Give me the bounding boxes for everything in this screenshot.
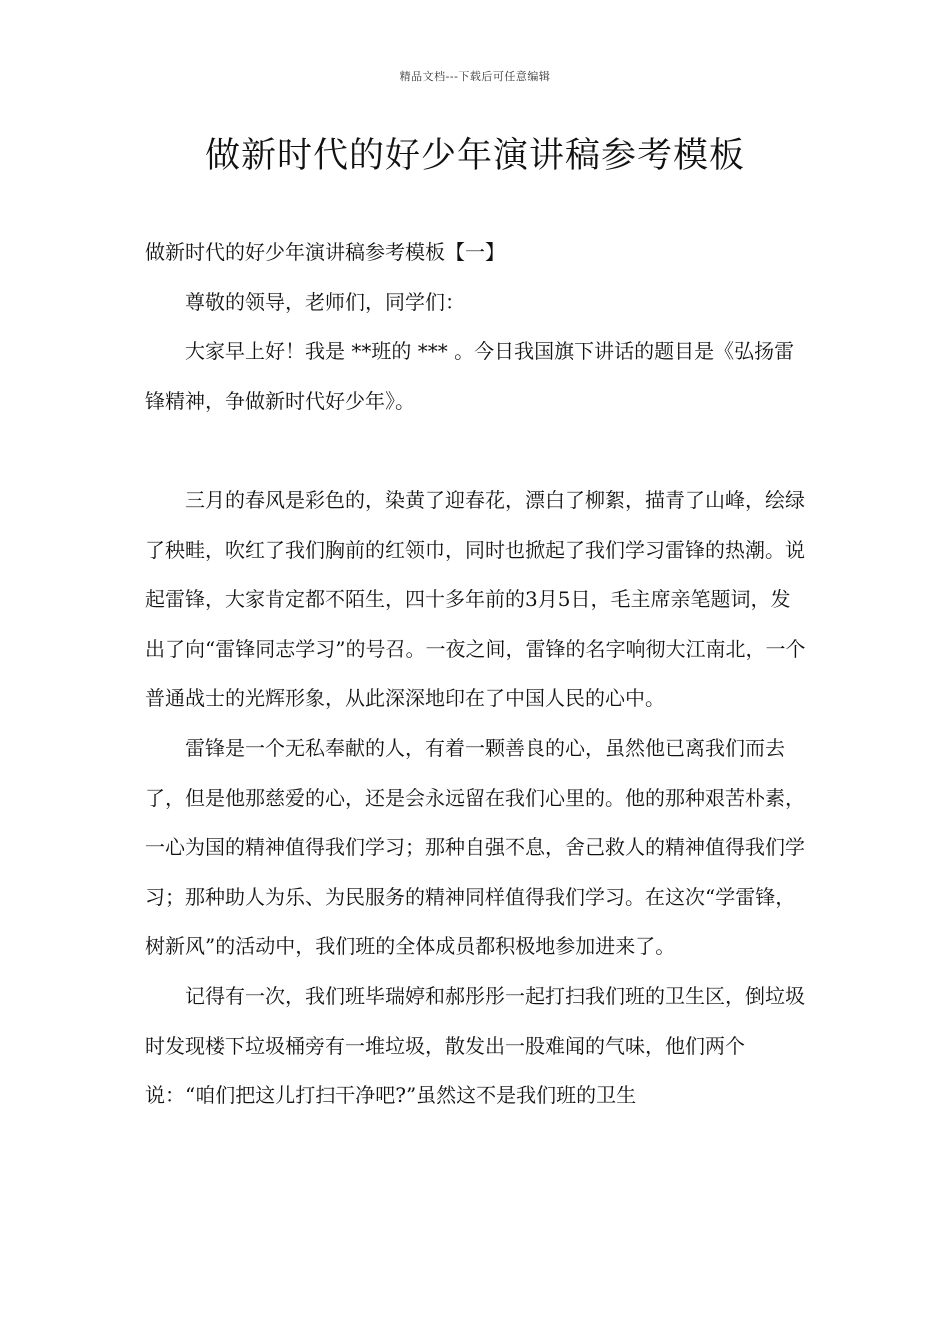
paragraph-4: 记得有一次，我们班毕瑞婷和郝彤彤一起打扫我们班的卫生区，倒垃圾时发现楼下垃圾桶旁有一堆垃圾，散发出一股难闻的气味，他们两个说：“咱们把这儿打扫干净吧?”虽然这不是我们班的卫生 <box>145 983 805 1108</box>
paragraph-2: 三月的春风是彩色的，染黄了迎春花，漂白了柳絮，描青了山峰，绘绿了秧畦，吹红了我们胸前的红领巾，同时也掀起了我们学习雷锋的热潮。说起雷锋，大家肯定都不陌生，四十多年前的3月5日，毛主席亲笔题词，发出了向“雷锋同志学习”的号召。一夜之间，雷锋的名字响彻大江南北，一个普通战士的光辉形象，从此深深地印在了中国人民的心中。 <box>145 487 806 711</box>
section-subtitle: 做新时代的好少年演讲稿参考模板【一】 <box>145 240 505 264</box>
paragraph-3: 雷锋是一个无私奉献的人，有着一颗善良的心，虽然他已离我们而去了，但是他那慈爱的心，还是会永远留在我们心里的。他的那种艰苦朴素，一心为国的精神值得我们学习；那种自强不息，舍己救人的精神值得我们学习；那种助人为乐、为民服务的精神同样值得我们学习。在这次“学雷锋，树新风”的活动中，我们班的全体成员都积极地参加进来了。 <box>145 735 805 959</box>
document-title: 做新时代的好少年演讲稿参考模板 <box>204 136 745 176</box>
salutation: 尊敬的领导，老师们，同学们： <box>185 289 465 314</box>
header-note: 精品文档---下载后可任意编辑 <box>399 70 551 83</box>
paragraph-gap <box>145 426 810 476</box>
paragraph-1: 大家早上好！我是 **班的 *** 。今日我国旗下讲话的题目是《弘扬雷锋精神，争做新时代好少年》。 <box>145 339 795 413</box>
document-body <box>145 228 810 1121</box>
